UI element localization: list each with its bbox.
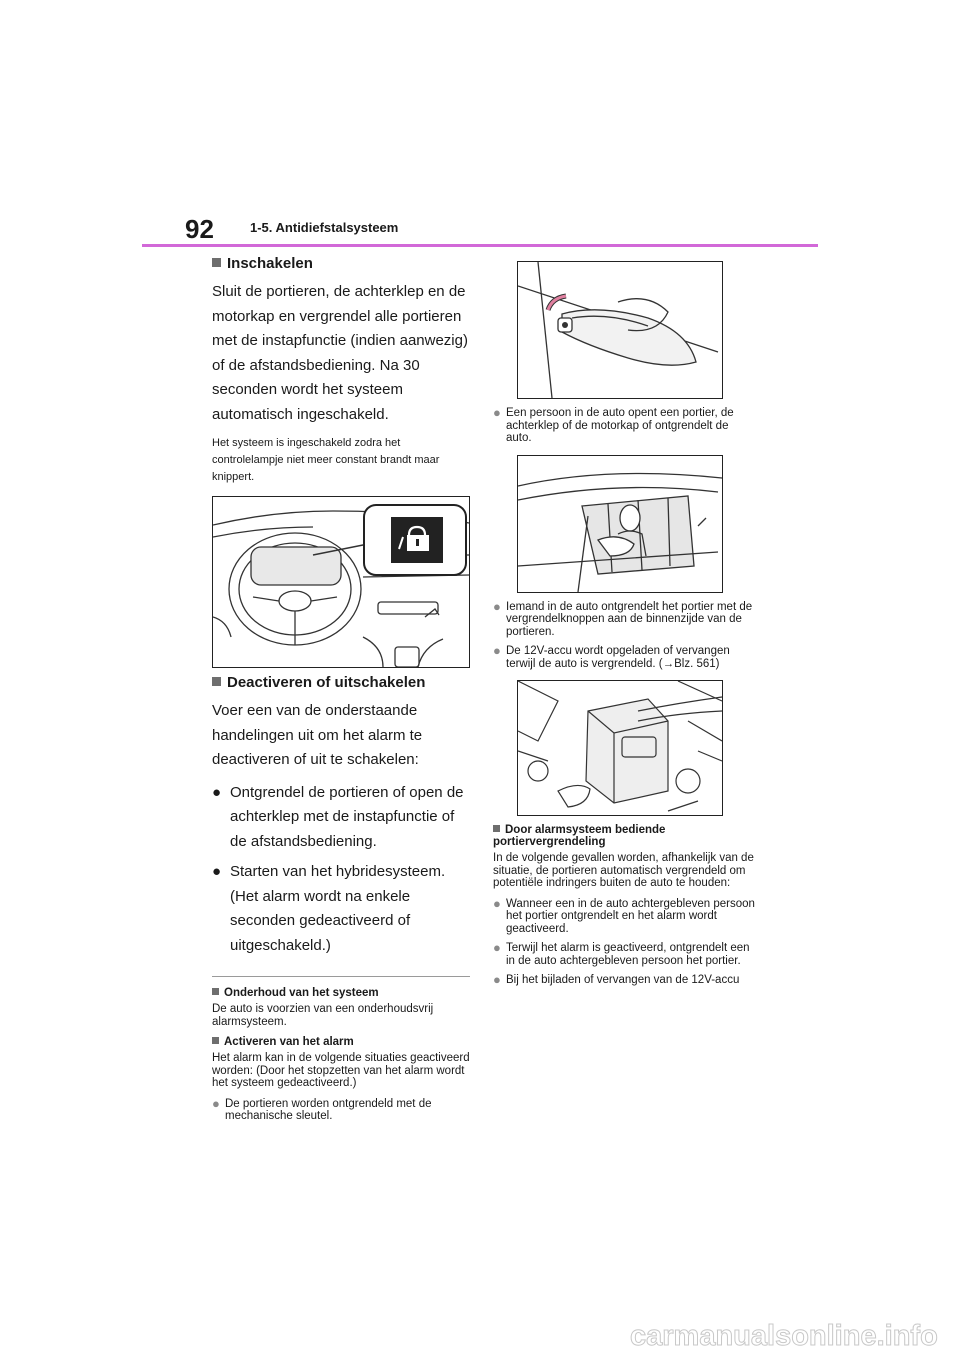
section-title: 1-5. Antidiefstalsysteem xyxy=(250,220,399,235)
watermark xyxy=(628,1312,958,1356)
left-column xyxy=(212,255,470,1130)
square-marker-icon xyxy=(212,677,221,686)
list-item: ● Starten van het hybridesysteem. (Het alarm wordt na enkele seconden gedeactiveerd of uitgeschakeld.) xyxy=(212,860,470,958)
list-item: ● De portieren worden ontgrendeld met de mechanische sleutel. xyxy=(212,1095,432,1122)
svg-text:carmanualsonline.info: carmanualsonline.info xyxy=(630,1320,938,1352)
list-item: ● Terwijl het alarm is geactiveerd, ontgrendelt een in de auto achtergebleven persoon het portier. xyxy=(493,940,750,967)
list-item: ● Wanneer een in de auto achtergebleven persoon het portier ontgrendelt en het alarm wordt geactiveerd. xyxy=(493,895,755,935)
list-item: ● Bij het bijladen of vervangen van de 12V-accu xyxy=(493,972,740,987)
bullet-icon: ● xyxy=(493,405,501,420)
heading-onderhoud: Onderhoud van het systeem xyxy=(212,987,470,999)
body-onderhoud: De auto is voorzien van een onderhoudsvrij alarmsysteem. xyxy=(212,1003,434,1028)
bullet-icon: ● xyxy=(493,972,501,987)
list-item: ● Iemand in de auto ontgrendelt het portier met de vergrendelknoppen aan de binnenzijde van de portieren. xyxy=(493,598,753,638)
list-item: ● Ontgrendel de portieren of open de achterklep met de instapfunctie of de afstandsbediening. xyxy=(212,781,470,855)
body-activeren: Het alarm kan in de volgende situaties geactiveerd worden: (Door het stopzetten van het alarm wordt het systeem gedeactiveerd.) xyxy=(212,1052,470,1089)
figure-12v-battery xyxy=(517,680,723,816)
heading-deactiveren: Deactiveren of uitschakelen xyxy=(212,674,470,691)
list-item: ● De 12V-accu wordt opgeladen of vervangen terwijl de auto is vergrendeld. (→Blz. 561) xyxy=(493,643,730,670)
divider xyxy=(212,976,470,977)
body-deactiveren: Voer een van de onderstaande handelingen uit om het alarm te deactiveren of uit te schakelen: xyxy=(212,702,423,768)
heading-door-alarm: Door alarmsysteem bediende portiervergrendeling xyxy=(493,824,666,848)
page-number: 92 xyxy=(185,214,214,244)
figure-dashboard xyxy=(212,496,470,668)
list-item: ● Een persoon in de auto opent een portier, de achterklep of de motorkap of ontgrendelt de auto. xyxy=(493,405,734,444)
figure-door-handle xyxy=(517,261,723,399)
square-marker-icon xyxy=(493,825,500,832)
bullet-icon: ● xyxy=(493,940,501,955)
header-rule xyxy=(142,244,818,247)
right-column xyxy=(493,255,757,994)
heading-activeren: Activeren van het alarm xyxy=(212,1036,470,1048)
body-inschakelen: Sluit de portieren, de achterklep en de motorkap en vergrendel alle portieren met de instapfunctie (indien aanwezig) of de afstandsbediening. Na 30 seconden wordt het systeem automatisch ingeschakeld. xyxy=(212,283,468,423)
bullet-icon: ● xyxy=(493,643,501,658)
bullet-icon: ● xyxy=(493,598,501,614)
square-marker-icon xyxy=(212,258,221,267)
figure-person-in-car xyxy=(517,455,723,593)
bullet-icon: ● xyxy=(493,895,501,911)
body-door-alarm: In de volgende gevallen worden, afhankelijk van de situatie, de portieren automatisch vergrendeld om potentiële indringers buiten de auto te houden: xyxy=(493,852,754,889)
square-marker-icon xyxy=(212,1037,219,1044)
note-inschakelen: Het systeem is ingeschakeld zodra het controlelampje niet meer constant brandt maar knippert. xyxy=(212,437,440,483)
bullet-icon: ● xyxy=(212,1095,220,1111)
square-marker-icon xyxy=(212,988,219,995)
heading-inschakelen: Inschakelen xyxy=(212,255,470,272)
bullet-icon: ● xyxy=(212,783,222,801)
bullet-icon: ● xyxy=(212,863,222,880)
